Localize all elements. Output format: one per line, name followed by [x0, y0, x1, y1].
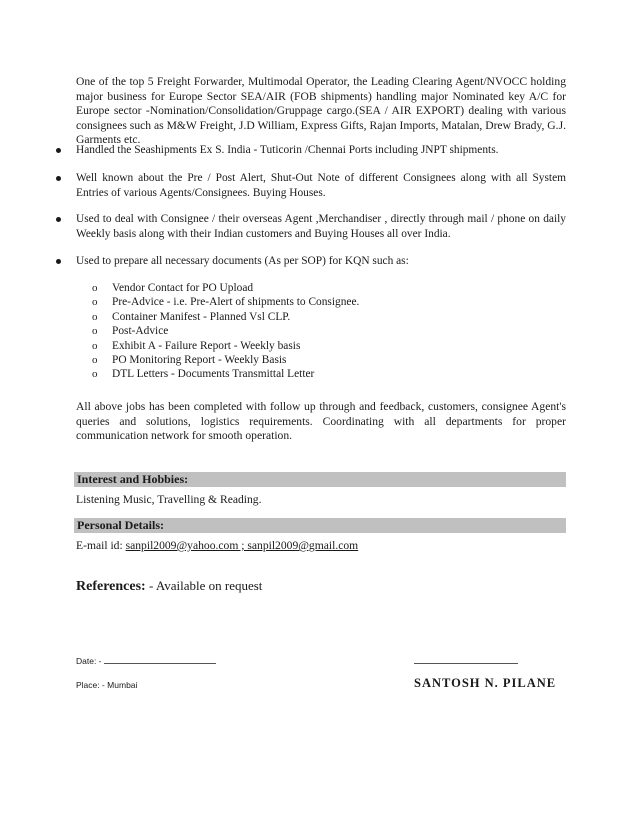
- email-line: [76, 539, 358, 553]
- sub-list-item: o Pre-Advice - i.e. Pre-Alert of shipments to Consignee.: [92, 296, 360, 309]
- place-label: Place: - Mumbai: [76, 680, 138, 690]
- date-label: Date: -: [76, 656, 104, 666]
- bullet-dot-icon: [56, 217, 61, 222]
- email-link[interactable]: sanpil2009@yahoo.com ; sanpil2009@gmail.com: [125, 539, 359, 552]
- bullet-text: Handled the Seashipments Ex S. India - Tuticorin /Chennai Ports including JNPT shipments.: [76, 144, 499, 156]
- bullet-text: Well known about the Pre / Post Alert, Shut-Out Note of different Consignees along with all System Entries of various Agents/Consignees. Buying Houses.: [76, 172, 566, 199]
- intro-paragraph: One of the top 5 Freight Forwarder, Multimodal Operator, the Leading Clearing Agent/NVOCC holding major business for Europe Sector SEA/AIR (FOB shipments) handling major Nominated key A/C for Europe sector -Nomination/Consolidation/Gruppage cargo.(SEA / AIR EXPORT) dealing with various consignees such as M&W Freight, J.D William, Express Gifts, Rajan Imports, Matalan, Drew Brady, G.J. Garments etc.: [76, 75, 566, 147]
- bullet-item: [76, 254, 566, 269]
- sub-list-item: o Post-Advice: [92, 325, 169, 338]
- sub-list-item: o Vendor Contact for PO Upload: [92, 282, 254, 294]
- closing-paragraph: All above jobs has been completed with follow up through and feedback, customers, consignee Agent's queries and solutions, logistics requirements. Coordinating with all departments for proper communication network for smooth operation.: [76, 400, 566, 443]
- documents-sub-list: [92, 281, 359, 382]
- bullet-dot-icon: [56, 148, 61, 153]
- bullet-item: [76, 171, 566, 200]
- circle-bullet-icon: o: [92, 354, 98, 367]
- bullet-dot-icon: [56, 176, 61, 181]
- bullet-text: Used to deal with Consignee / their overseas Agent ,Merchandiser , directly through mail / phone on daily Weekly basis along with their Indian customers and Buying Houses all over India.: [76, 213, 566, 240]
- email-label: E-mail id:: [76, 539, 126, 552]
- references-text: - Available on request: [145, 578, 263, 593]
- date-blank-line: [104, 657, 216, 664]
- signature-line: [414, 656, 518, 666]
- sub-list-item: o Exhibit A - Failure Report - Weekly basis: [92, 339, 301, 352]
- circle-bullet-icon: o: [92, 339, 98, 352]
- circle-bullet-icon: o: [92, 296, 98, 309]
- sub-list-item: o DTL Letters - Documents Transmittal Letter: [92, 368, 315, 381]
- bullet-item: [76, 143, 566, 158]
- bullet-text: Used to prepare all necessary documents (As per SOP) for KQN such as:: [76, 255, 409, 267]
- references-label: References:: [76, 579, 146, 594]
- signature-blank-line: [414, 657, 518, 664]
- bullet-item: [76, 212, 566, 241]
- interests-heading: Interest and Hobbies:: [74, 472, 566, 487]
- references-line: [76, 578, 262, 595]
- signatory-name: SANTOSH N. PILANE: [414, 676, 557, 690]
- circle-bullet-icon: o: [92, 282, 98, 294]
- personal-heading: Personal Details:: [74, 518, 566, 533]
- date-line: [76, 656, 216, 666]
- circle-bullet-icon: o: [92, 325, 98, 338]
- sub-list-item: o Container Manifest - Planned Vsl CLP.: [92, 310, 291, 323]
- bullet-dot-icon: [56, 259, 61, 264]
- sub-list-item: o PO Monitoring Report - Weekly Basis: [92, 354, 287, 367]
- circle-bullet-icon: o: [92, 368, 98, 381]
- circle-bullet-icon: o: [92, 310, 98, 323]
- interests-text: Listening Music, Travelling & Reading.: [76, 493, 262, 506]
